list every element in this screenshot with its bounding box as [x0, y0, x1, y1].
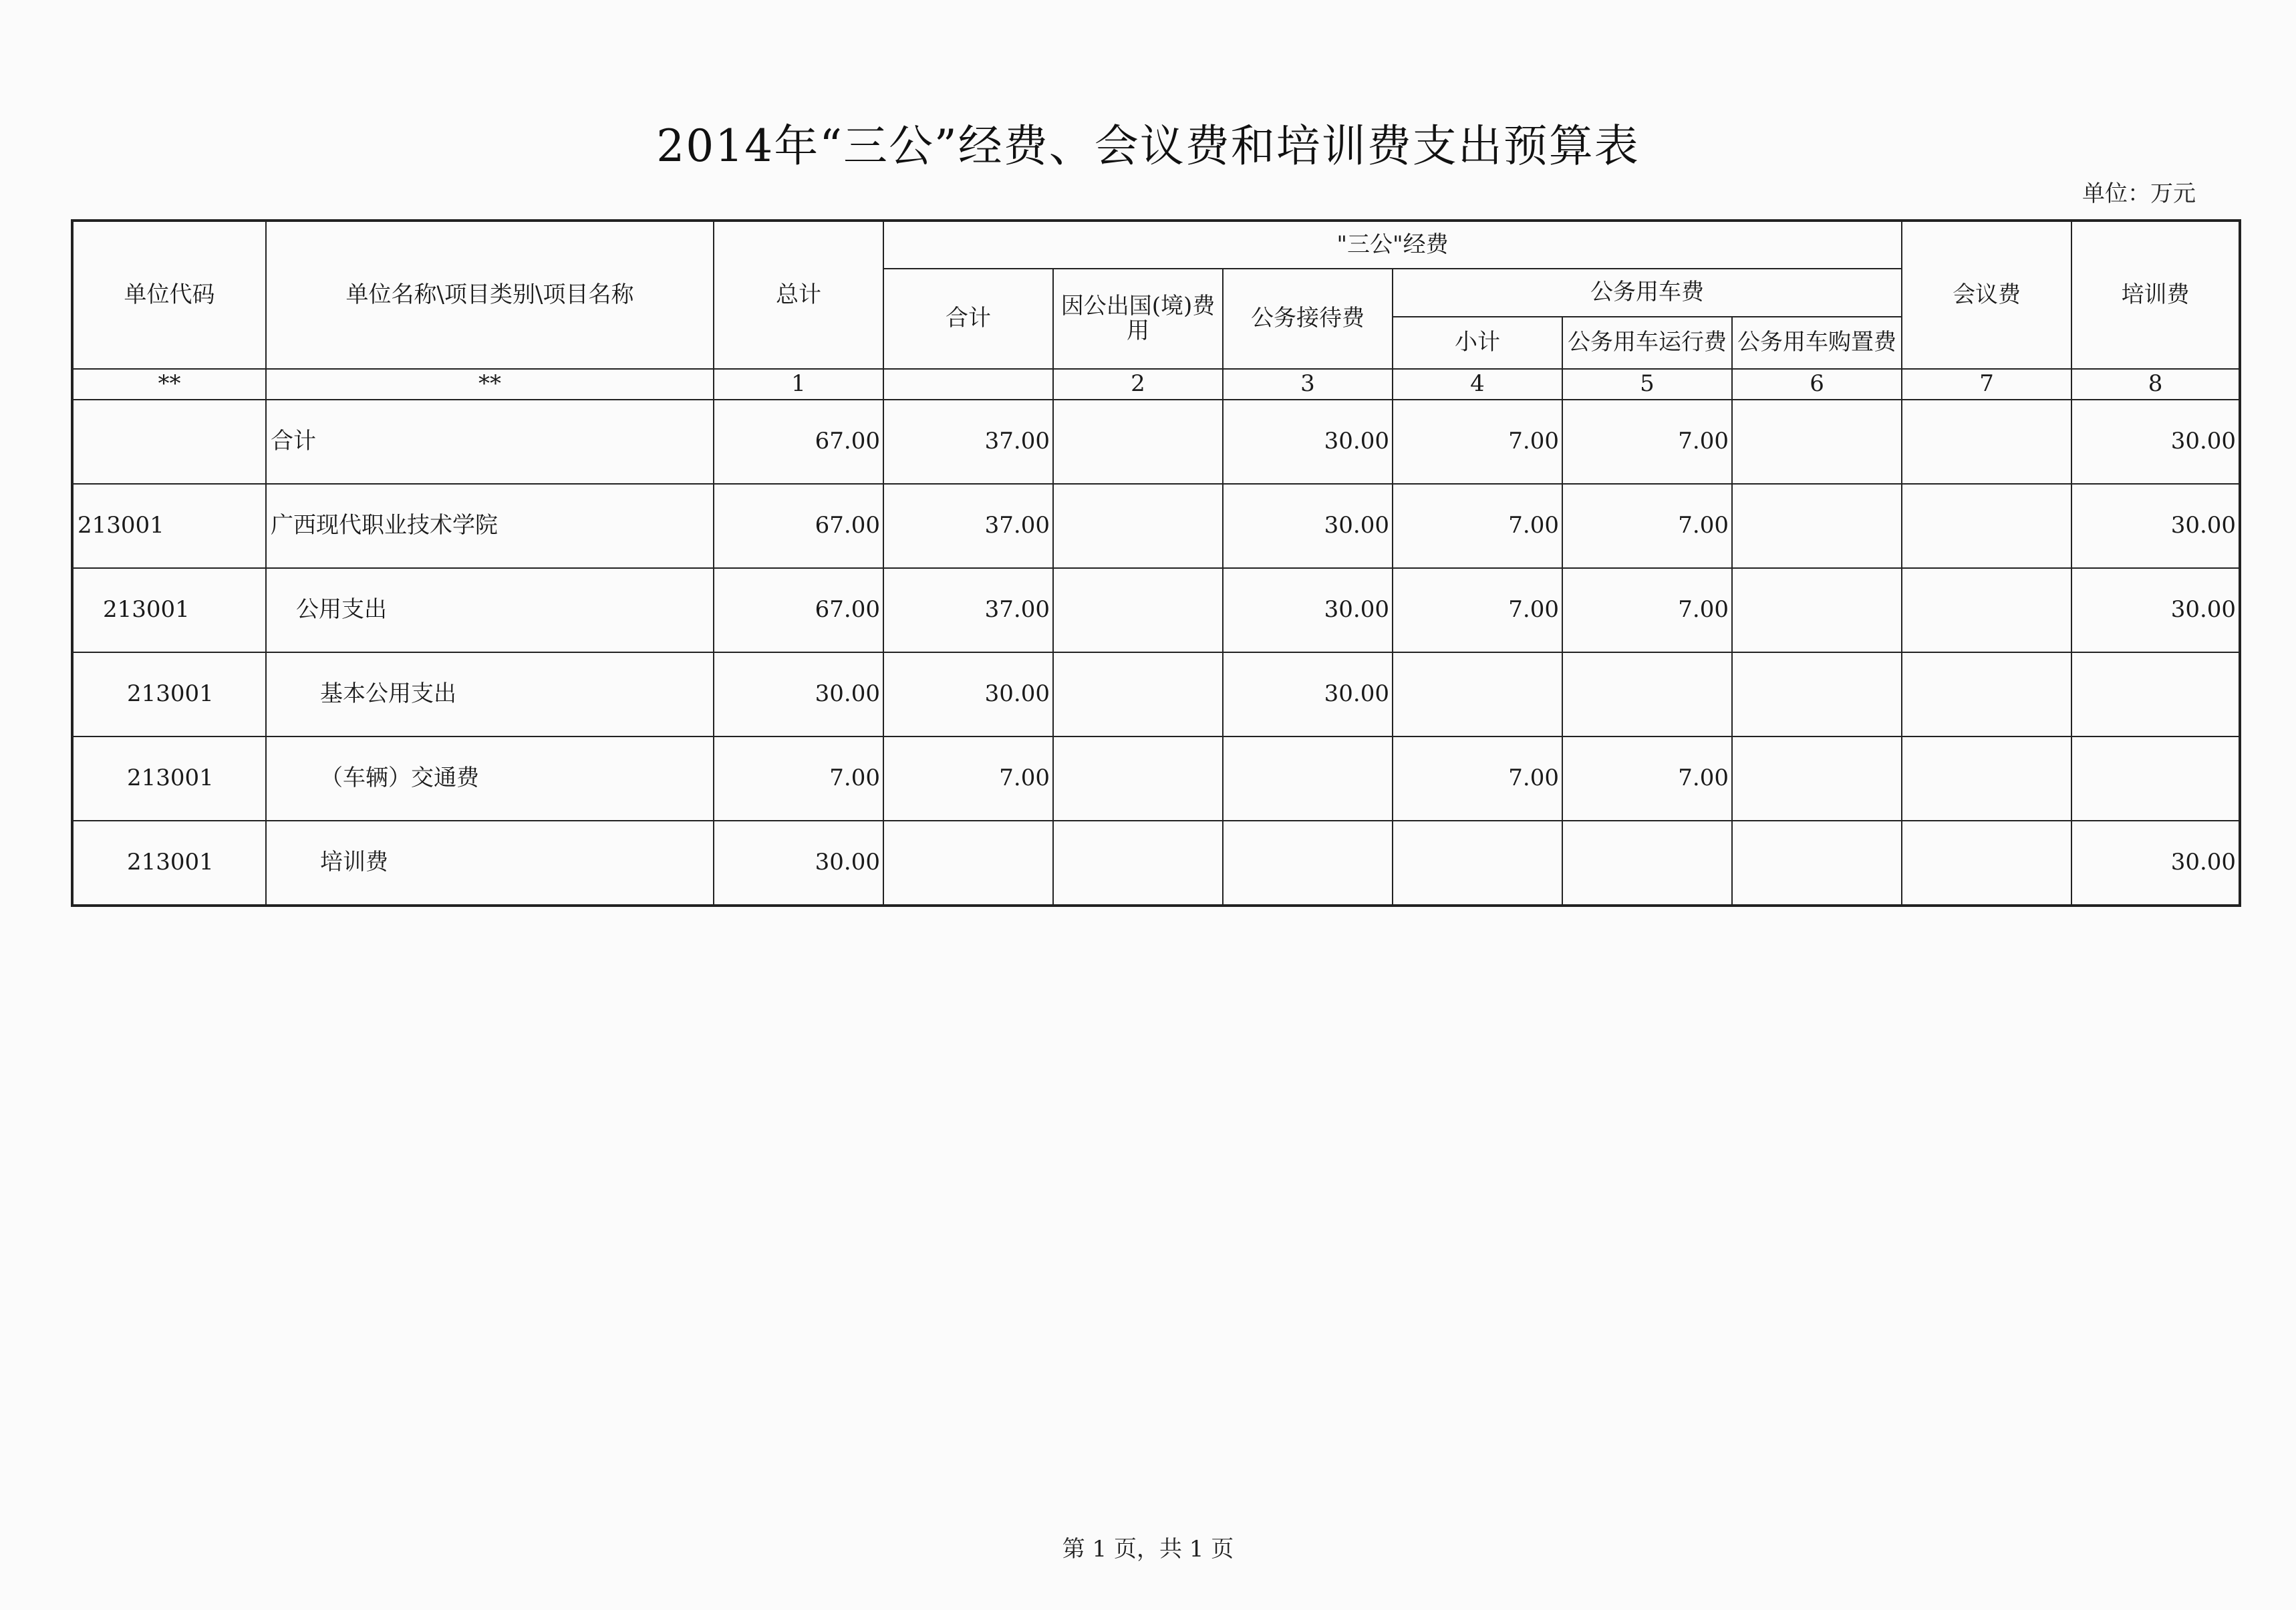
index-cell: 5	[1562, 369, 1732, 400]
unit-code-cell	[72, 400, 266, 484]
header-subtotal: 合计	[883, 269, 1053, 369]
total-cell: 67.00	[714, 484, 883, 568]
unit-code-cell: 213001	[72, 652, 266, 736]
index-cell: 2	[1053, 369, 1223, 400]
unit-label: 单位：万元	[2082, 180, 2196, 207]
unit-code-cell: 213001	[72, 821, 266, 906]
subtotal-cell: 30.00	[883, 652, 1053, 736]
table-row	[72, 652, 2240, 736]
table-row	[72, 821, 2240, 906]
vehicle-run-cell: 7.00	[1562, 568, 1732, 652]
index-row	[72, 369, 2240, 400]
vehicle-buy-cell	[1732, 568, 1902, 652]
header-abroad: 因公出国(境)费用	[1053, 269, 1223, 369]
index-cell: 8	[2071, 369, 2240, 400]
meeting-cell	[1902, 484, 2071, 568]
total-cell: 30.00	[714, 652, 883, 736]
reception-cell: 30.00	[1223, 400, 1393, 484]
index-cell: **	[266, 369, 714, 400]
training-cell: 30.00	[2071, 821, 2240, 906]
abroad-cell	[1053, 400, 1223, 484]
index-cell: 3	[1223, 369, 1393, 400]
index-cell: 4	[1393, 369, 1562, 400]
header-meeting: 会议费	[1902, 221, 2071, 369]
index-cell: 6	[1732, 369, 1902, 400]
vehicle-run-cell	[1562, 652, 1732, 736]
header-vehicle: 公务用车费	[1393, 269, 1902, 317]
meeting-cell	[1902, 821, 2071, 906]
abroad-cell	[1053, 736, 1223, 821]
training-cell	[2071, 652, 2240, 736]
subtotal-cell: 7.00	[883, 736, 1053, 821]
subtotal-cell: 37.00	[883, 484, 1053, 568]
header-unit-code: 单位代码	[72, 221, 266, 369]
index-cell: 1	[714, 369, 883, 400]
abroad-cell	[1053, 568, 1223, 652]
abroad-cell	[1053, 821, 1223, 906]
page-title: 2014年“三公”经费、会议费和培训费支出预算表	[656, 120, 1640, 172]
index-cell: **	[72, 369, 266, 400]
meeting-cell	[1902, 568, 2071, 652]
reception-cell: 30.00	[1223, 484, 1393, 568]
unit-name-cell: 培训费	[266, 821, 714, 906]
training-cell: 30.00	[2071, 568, 2240, 652]
subtotal-cell: 37.00	[883, 568, 1053, 652]
vehicle-subtotal-cell: 7.00	[1393, 400, 1562, 484]
unit-code-cell: 213001	[72, 484, 266, 568]
header-reception: 公务接待费	[1223, 269, 1393, 369]
total-cell: 67.00	[714, 400, 883, 484]
training-cell: 30.00	[2071, 484, 2240, 568]
unit-name-cell: 公用支出	[266, 568, 714, 652]
meeting-cell	[1902, 736, 2071, 821]
unit-name-cell: 合计	[266, 400, 714, 484]
budget-table	[71, 219, 2241, 907]
header-training: 培训费	[2071, 221, 2240, 369]
header-sangong: "三公"经费	[883, 221, 1902, 269]
vehicle-subtotal-cell: 7.00	[1393, 736, 1562, 821]
subtotal-cell: 37.00	[883, 400, 1053, 484]
vehicle-buy-cell	[1732, 736, 1902, 821]
training-cell	[2071, 736, 2240, 821]
header-unit-name: 单位名称\项目类别\项目名称	[266, 221, 714, 369]
header-vehicle-buy: 公务用车购置费	[1732, 317, 1902, 369]
index-cell	[883, 369, 1053, 400]
meeting-cell	[1902, 400, 2071, 484]
header-vehicle-subtotal: 小计	[1393, 317, 1562, 369]
vehicle-buy-cell	[1732, 652, 1902, 736]
meeting-cell	[1902, 652, 2071, 736]
table-row	[72, 400, 2240, 484]
vehicle-subtotal-cell: 7.00	[1393, 568, 1562, 652]
vehicle-run-cell: 7.00	[1562, 736, 1732, 821]
vehicle-subtotal-cell	[1393, 652, 1562, 736]
table-row	[72, 568, 2240, 652]
vehicle-buy-cell	[1732, 821, 1902, 906]
table-row	[72, 736, 2240, 821]
header-total: 总计	[714, 221, 883, 369]
header-vehicle-run: 公务用车运行费	[1562, 317, 1732, 369]
page-footer: 第 1 页，共 1 页	[1062, 1536, 1234, 1563]
unit-code-cell: 213001	[72, 736, 266, 821]
total-cell: 7.00	[714, 736, 883, 821]
vehicle-run-cell: 7.00	[1562, 484, 1732, 568]
vehicle-buy-cell	[1732, 484, 1902, 568]
vehicle-buy-cell	[1732, 400, 1902, 484]
unit-name-cell: 广西现代职业技术学院	[266, 484, 714, 568]
unit-name-cell: （车辆）交通费	[266, 736, 714, 821]
vehicle-run-cell	[1562, 821, 1732, 906]
training-cell: 30.00	[2071, 400, 2240, 484]
subtotal-cell	[883, 821, 1053, 906]
total-cell: 67.00	[714, 568, 883, 652]
total-cell: 30.00	[714, 821, 883, 906]
reception-cell	[1223, 736, 1393, 821]
reception-cell: 30.00	[1223, 652, 1393, 736]
abroad-cell	[1053, 484, 1223, 568]
vehicle-subtotal-cell: 7.00	[1393, 484, 1562, 568]
unit-code-cell: 213001	[72, 568, 266, 652]
reception-cell	[1223, 821, 1393, 906]
reception-cell: 30.00	[1223, 568, 1393, 652]
vehicle-subtotal-cell	[1393, 821, 1562, 906]
unit-name-cell: 基本公用支出	[266, 652, 714, 736]
abroad-cell	[1053, 652, 1223, 736]
table-row	[72, 484, 2240, 568]
vehicle-run-cell: 7.00	[1562, 400, 1732, 484]
index-cell: 7	[1902, 369, 2071, 400]
